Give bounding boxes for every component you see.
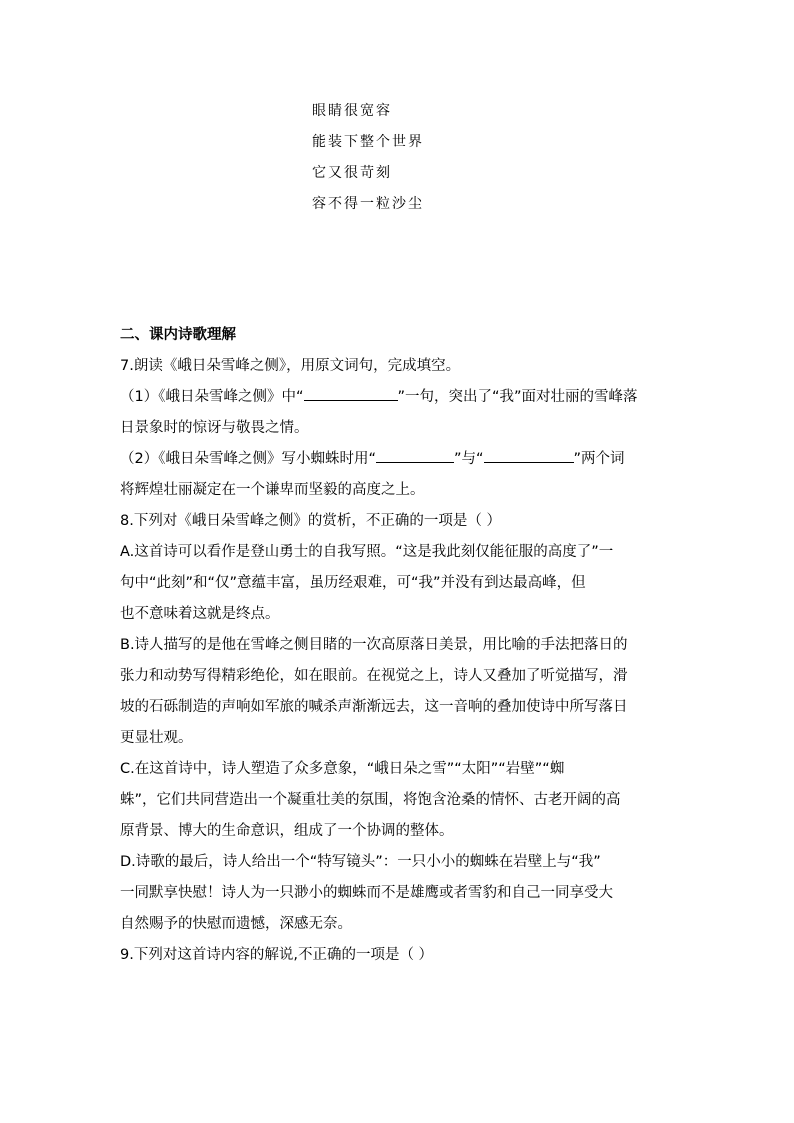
sub2-prefix: （2）《峨日朵雪峰之侧》写小蜘蛛时用“: [120, 451, 376, 467]
option-c-line: C.在这首诗中，诗人塑造了众多意象，“峨日朵之雪”“太阳”“岩壁”“蜘: [120, 761, 565, 777]
option-b-line: 坡的石砾制造的声响如军旅的喊杀声渐渐远去，这一音响的叠加使诗中所写落日: [120, 699, 628, 715]
question-7-sub1-cont: 日景象时的惊讶与敬畏之情。: [120, 420, 309, 436]
option-b: [120, 630, 680, 754]
option-b-line: B.诗人描写的是他在雪峰之侧目睹的一次高原落日美景，用比喻的手法把落日的: [120, 637, 628, 653]
option-b-line: 张力和动势写得精彩绝伦，如在眼前。在视觉之上，诗人又叠加了听觉描写，滑: [120, 668, 628, 684]
option-d-line: 一同默享快慰！诗人为一只渺小的蜘蛛而不是雄鹰或者雪豹和自己一同享受大: [120, 885, 613, 901]
question-8-stem: 8.下列对《峨日朵雪峰之侧》的赏析，不正确的一项是（ ）: [120, 513, 501, 529]
option-c: [120, 754, 680, 847]
answer-blank[interactable]: [304, 383, 398, 401]
answer-blank[interactable]: [484, 445, 574, 463]
option-a-line: 也不意味着这就是终点。: [120, 606, 280, 622]
question-7-stem: 7.朗读《峨日朵雪峰之侧》，用原文词句，完成填空。: [120, 358, 461, 374]
question-7-sub2-cont: 将辉煌壮丽凝定在一个谦卑而坚毅的高度之上。: [120, 482, 425, 498]
poem-line: 它又很苛刻: [312, 165, 392, 181]
option-d-line: 自然赐予的快慰而遗憾，深感无奈。: [120, 916, 352, 932]
sub1-prefix: （1）《峨日朵雪峰之侧》中“: [120, 389, 304, 405]
answer-blank[interactable]: [376, 445, 454, 463]
option-c-line: 原背景、博大的生命意识，组成了一个协调的整体。: [120, 823, 454, 839]
option-d: [120, 847, 680, 940]
poem-line: 能装下整个世界: [312, 134, 424, 150]
option-a-line: A.这首诗可以看作是登山勇士的自我写照。“这是我此刻仅能征服的高度了”一: [120, 544, 614, 560]
option-b-line: 更显壮观。: [120, 730, 193, 746]
option-d-line: D.诗歌的最后，诗人给出一个“特写镜头”：一只小小的蜘蛛在岩壁上与“我”: [120, 854, 601, 870]
question-9-stem: 9.下列对这首诗内容的解说,不正确的一项是（ ）: [120, 947, 434, 963]
question-section: [120, 320, 680, 971]
section-heading: 二、课内诗歌理解: [120, 327, 236, 343]
poem-line: 眼睛很宽容: [312, 103, 392, 119]
question-7-sub2: [120, 444, 680, 475]
sub2-middle: ”与“: [454, 451, 484, 467]
option-c-line: 蛛”，它们共同营造出一个凝重壮美的氛围，将饱含沧桑的情怀、古老开阔的高: [120, 792, 621, 808]
sub2-suffix: ”两个词: [573, 451, 625, 467]
option-a-line: 句中“此刻”和“仅”意蕴丰富，虽历经艰难，可“我”并没有到达最高峰，但: [120, 575, 586, 591]
poem-line: 容不得一粒沙尘: [312, 196, 424, 212]
option-a: [120, 537, 680, 630]
sub1-suffix: ”一句，突出了“我”面对壮丽的雪峰落: [397, 389, 638, 405]
poem-excerpt: [312, 100, 424, 224]
question-7-sub1: [120, 382, 680, 413]
